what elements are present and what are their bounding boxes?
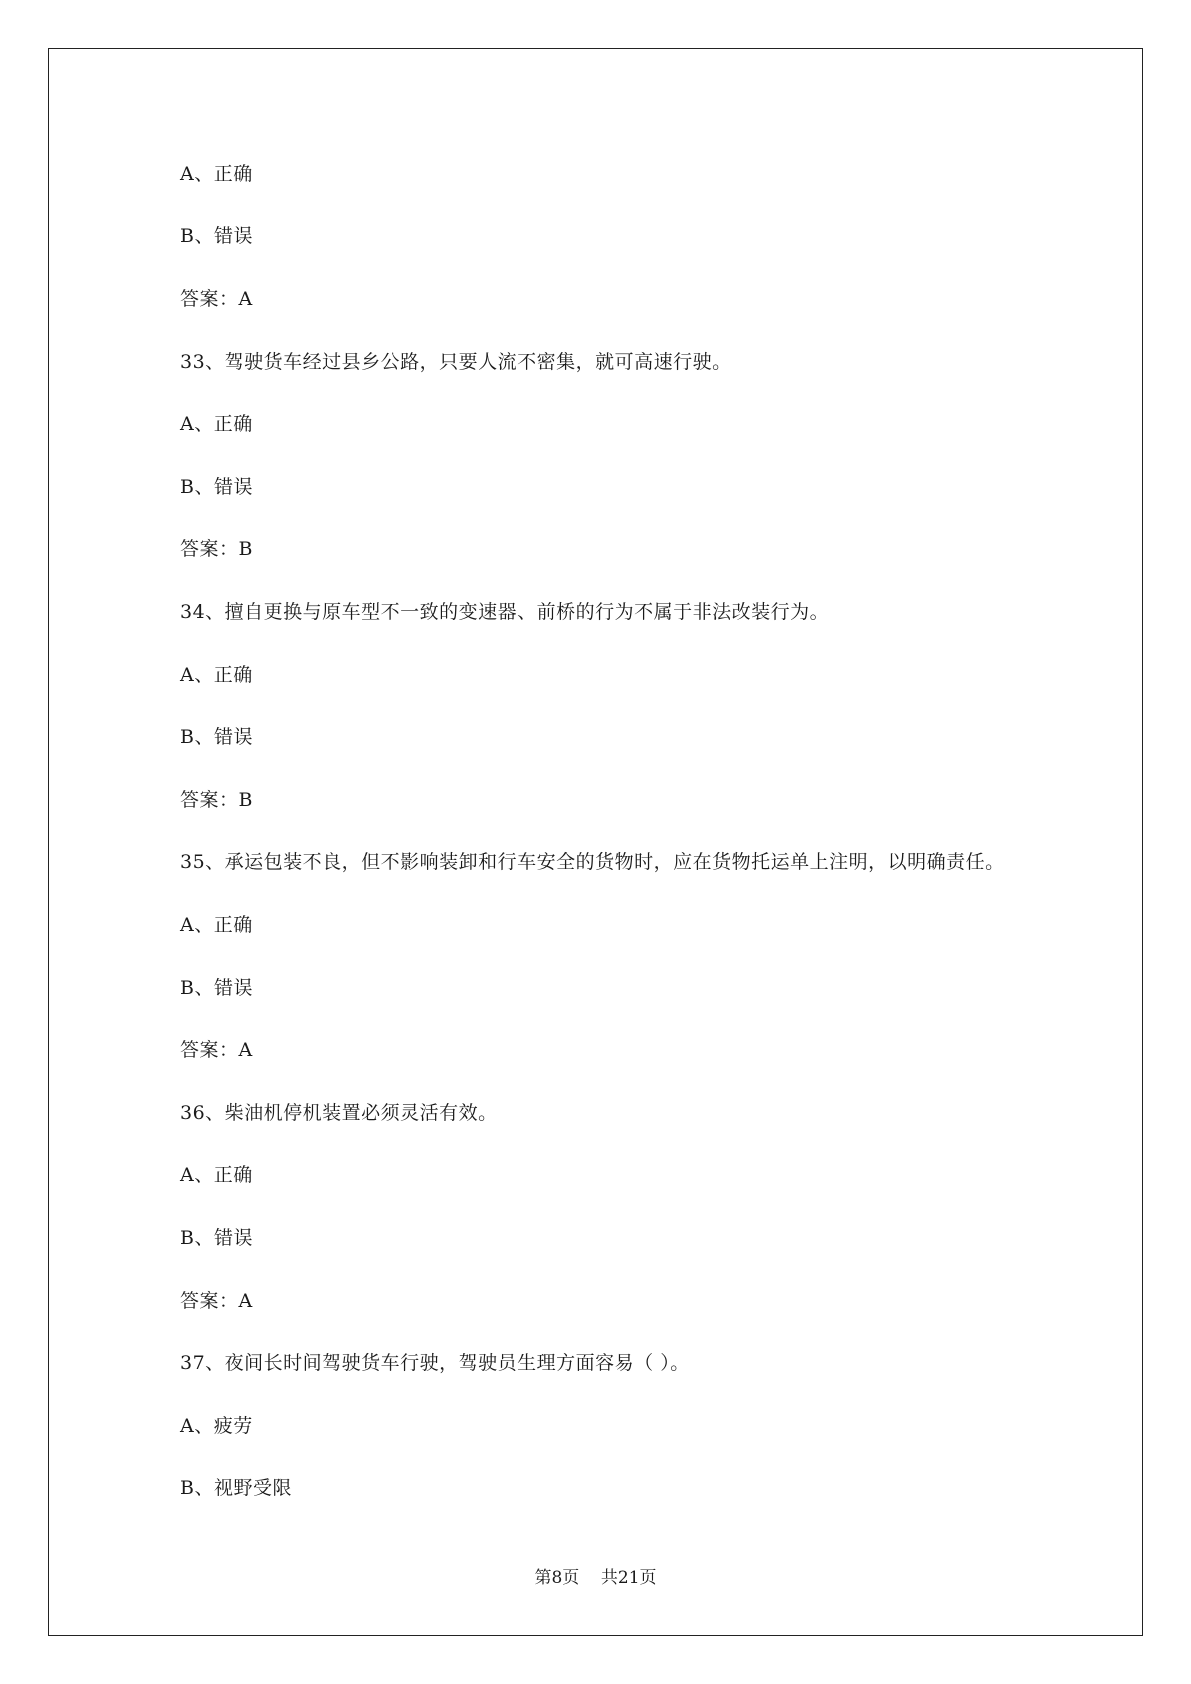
- option-b-q37: B、视野受限: [180, 1477, 292, 1499]
- page-number-footer: 第8页 共21页: [534, 1568, 657, 1588]
- option-a-q33: A、正确: [180, 413, 253, 435]
- option-b-q32: B、错误: [180, 225, 253, 247]
- option-a-q37: A、疲劳: [180, 1415, 253, 1437]
- option-b-q35: B、错误: [180, 977, 253, 999]
- option-b-q36: B、错误: [180, 1227, 253, 1249]
- question-34: 34、擅自更换与原车型不一致的变速器、前桥的行为不属于非法改装行为。: [180, 601, 830, 623]
- question-37: 37、夜间长时间驾驶货车行驶，驾驶员生理方面容易（ ）。: [180, 1352, 690, 1374]
- option-a-q36: A、正确: [180, 1164, 253, 1186]
- option-a-q32: A、正确: [180, 163, 253, 185]
- option-b-q34: B、错误: [180, 726, 253, 748]
- answer-q32: 答案：A: [180, 288, 253, 310]
- question-35: 35、承运包装不良，但不影响装卸和行车安全的货物时，应在货物托运单上注明，以明确责任。: [180, 851, 1005, 873]
- answer-q33: 答案：B: [180, 538, 253, 560]
- answer-q34: 答案：B: [180, 789, 253, 811]
- answer-q35: 答案：A: [180, 1039, 253, 1061]
- option-a-q34: A、正确: [180, 664, 253, 686]
- question-33: 33、驾驶货车经过县乡公路，只要人流不密集，就可高速行驶。: [180, 351, 732, 373]
- option-b-q33: B、错误: [180, 476, 253, 498]
- question-36: 36、柴油机停机装置必须灵活有效。: [180, 1102, 498, 1124]
- option-a-q35: A、正确: [180, 914, 253, 936]
- answer-q36: 答案：A: [180, 1290, 253, 1312]
